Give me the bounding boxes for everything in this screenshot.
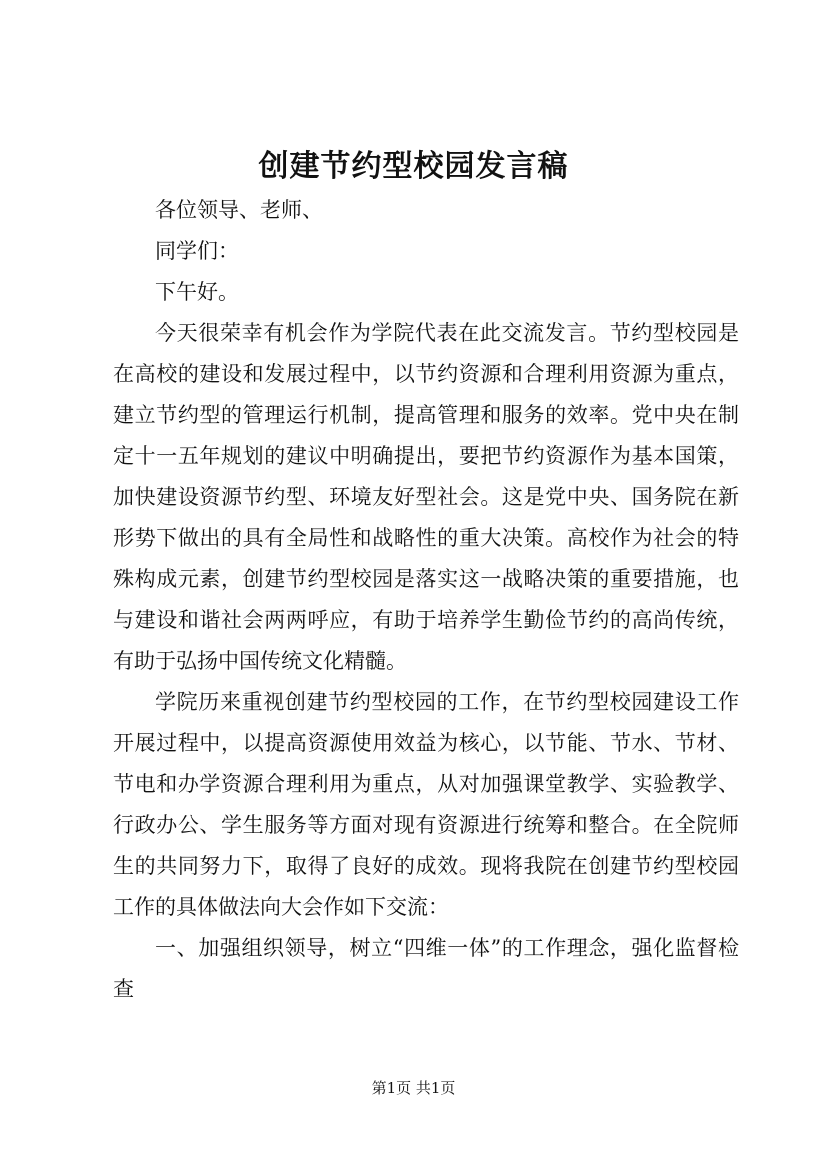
paragraph-college-work: 学院历来重视创建节约型校园的工作，在节约型校园建设工作开展过程中，以提高资源使用效益为核心，以节能、节水、节材、节电和办学资源合理利用为重点，从对加强课堂教学、实验教学、行政办公、学生服务等方面对现有资源进行统筹和整合。在全院师生的共同努力下，取得了良好的成效。现将我院在创建节约型校园工作的具体做法向大会作如下交流： [113,690,739,919]
greeting: 下午好。 [155,280,239,304]
paragraph-intro: 今天很荣幸有机会作为学院代表在此交流发言。节约型校园是在高校的建设和发展过程中，以节约资源和合理利用资源为重点，建立节约型的管理运行机制，提高管理和服务的效率。党中央在制定十一五年规划的建议中明确提出，要把节约资源作为基本国策，加快建设资源节约型、环境友好型社会。这是党中央、国务院在新形势下做出的具有全局性和战略性的重大决策。高校作为社会的特殊构成元素，创建节约型校园是落实这一战略决策的重要措施，也与建设和谐社会两两呼应，有助于培养学生勤俭节约的高尚传统，有助于弘扬中国传统文化精髓。 [113,321,739,673]
document-body [113,190,739,1010]
page-footer: 第1页 共1页 [371,1079,456,1097]
document-title: 创建节约型校园发言稿 [258,149,569,184]
salutation-line-2: 同学们： [155,239,239,263]
section-heading-1: 一、加强组织领导，树立“四维一体”的工作理念，强化监督检查 [113,936,739,1001]
salutation-line-1: 各位领导、老师、 [155,198,323,222]
